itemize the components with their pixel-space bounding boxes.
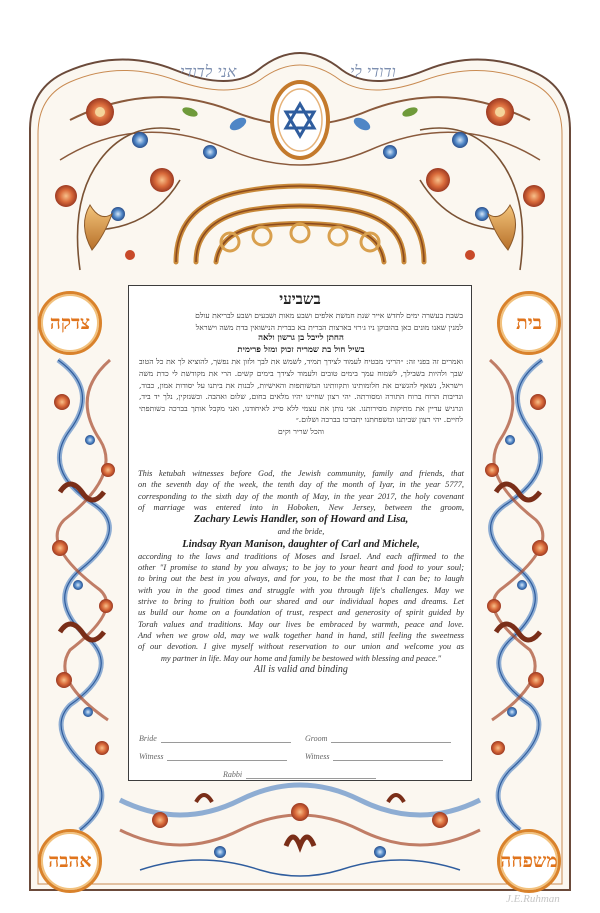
valid-and-binding: All is valid and binding bbox=[254, 664, 348, 676]
hebrew-title: בשביעי bbox=[279, 290, 321, 308]
english-line-last: my partner in life. May our home and family be bestowed with blessing and peace." bbox=[160, 653, 442, 663]
english-line: of marriage was entered into in Hoboken, New Jersey, between the groom, bbox=[138, 503, 464, 513]
english-line: with you in the good times and struggle with you through life's challenges. May we bbox=[138, 585, 464, 595]
english-line: according to the laws and traditions of Moses and Israel. And each affirmed to the bbox=[138, 551, 464, 561]
groom-signature-line bbox=[305, 734, 451, 743]
english-line: corresponding to the sixth day of the month of May, in the year 2017, the holy covenant bbox=[138, 491, 464, 501]
hebrew-paragraph: ואמרים זה בפני זה: ״הריני מבטיח לעמוד לצידך תמיד, לשמש את לבך ולזון את נפשך, להוציא לך את כל הטוב שבך ולהיות בשבילך, לשמוח עמך בימים טובים ולעמוד לצידך בימים קשים. הרי את מקודשת לי כדת משה וישראל, נשאף להגשים את חלומותינו ותקוותינו המשותפות והאישיות, לבנות את ביתנו על יסודות אמון, כבוד, ונדיבות הרוח ברוח התורה ומסורתה. יהי רצון שחיינו יהיו מלאים בחום, שלום ואהבה. וכשנזקין, נלך יד ביד, ונרגיש עדיין את מתיקות מסירותנו. אני נותן את עצמי ללא סייג לאיחודנו, ואני מקבל אותך בברכה כשותפתי לחיים. יהי רצון שביתנו ומשפחתנו יתברכו בברכה ושלום.״ bbox=[139, 357, 463, 425]
rabbi-signature-line bbox=[223, 770, 376, 779]
english-line: other "I promise to stand by you always; to be joy to your heart and food to your soul; bbox=[138, 563, 464, 573]
english-line: strive to bring to fruition both our shared and our individual hopes and dreams. Let bbox=[138, 597, 464, 607]
english-line: Torah values and traditions. May our lives be embraced by warmth, peace and love. bbox=[138, 619, 464, 629]
english-line: us build our home on a foundation of trust, respect and generosity of spirit guided by bbox=[138, 608, 464, 618]
witness1-label: Witness bbox=[139, 752, 164, 761]
top-verse-left: אני לדודי bbox=[180, 62, 237, 81]
groom-name: Zachary Lewis Handler, son of Howard and Lisa, bbox=[193, 514, 409, 526]
ketubah-text-panel bbox=[128, 285, 472, 781]
groom-label: Groom bbox=[305, 734, 328, 743]
medallion-bottom-right: משפחה bbox=[497, 829, 561, 893]
rabbi-label: Rabbi bbox=[223, 770, 243, 779]
medallion-top-right: בית bbox=[497, 291, 561, 355]
hebrew-closing: והכל שריר וקים bbox=[278, 426, 324, 436]
hebrew-text bbox=[139, 310, 463, 468]
bride-name: Lindsay Ryan Manison, daughter of Carl and Michele, bbox=[182, 538, 420, 550]
bride-signature-line bbox=[139, 734, 291, 743]
witness2-signature-line bbox=[305, 752, 443, 761]
english-line: of our devotion. I give myself without reservation to our union and welcome you as bbox=[138, 642, 464, 652]
bride-label: Bride bbox=[139, 734, 157, 743]
artist-signature: J.E.Ruhman bbox=[506, 893, 560, 905]
english-line: to bring out the best in you always, and for you, to be the most that I can be; to laugh bbox=[138, 574, 464, 584]
star-of-david-medallion bbox=[272, 82, 328, 158]
english-line: And when we grow old, may we walk together hand in hand, still feeling the sweetness bbox=[138, 631, 464, 641]
top-verse-right: ודודי לי bbox=[350, 62, 396, 81]
english-text bbox=[138, 468, 464, 676]
medallion-top-left: צדקה bbox=[38, 291, 102, 355]
english-line: on the seventh day of the week, the tenth day of the month of Iyar, in the year 5777, bbox=[138, 480, 464, 490]
hebrew-groom-line: החתן לייבל בן גרשון ולאה bbox=[258, 333, 344, 344]
medallion-bottom-left: אהבה bbox=[38, 829, 102, 893]
witness2-label: Witness bbox=[305, 752, 330, 761]
witness1-signature-line bbox=[139, 752, 287, 761]
hebrew-line: למנין שאנו מונים כאן בהובוקן ניו ג׳רזי בארצות הברית בא בברית הנישואין בדת משה וישראל bbox=[195, 322, 463, 332]
hebrew-bride-line: בשיל חול בת שמריה זכוק ומזל פרימית bbox=[237, 344, 365, 355]
english-line: This ketubah witnesses before God, the Jewish community, family and friends, that bbox=[138, 469, 464, 478]
and-the-bride: and the bride, bbox=[277, 527, 325, 537]
hebrew-line: בשבת בעשרה ימים לחדש אייר שנת חמשת אלפים ושבע מאות ושבעים ושבע לבריאת עולם bbox=[195, 311, 463, 320]
